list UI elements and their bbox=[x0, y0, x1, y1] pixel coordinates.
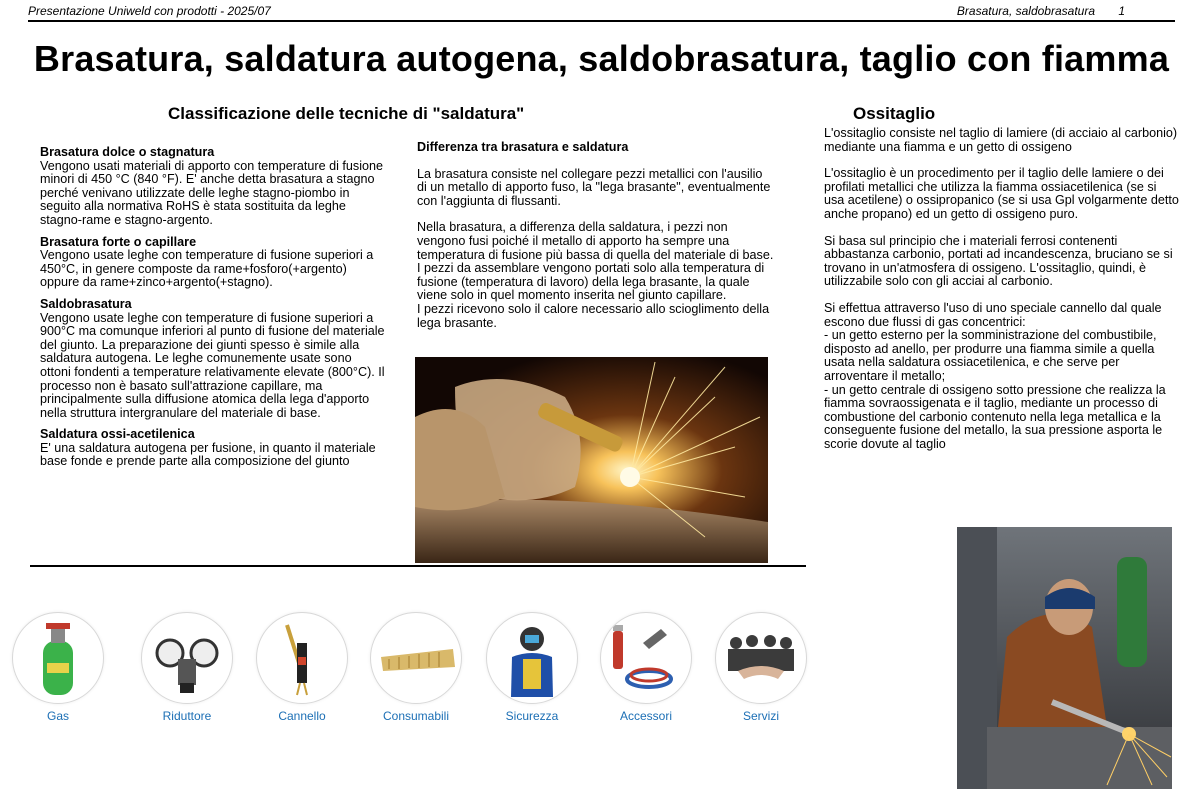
ossitaglio-paragraph: - un getto centrale di ossigeno sotto pressione che realizza la fiamma sovraossigenata e il taglio, mediante un processo di combustione del carbonio contenuto nella lega metallica e la conseguente fusione del metallo, la sua pressione asporta le scorie dovute al taglio bbox=[824, 382, 1166, 451]
product-accessori[interactable] bbox=[600, 612, 692, 723]
brazing-rods-icon[interactable] bbox=[370, 612, 462, 704]
header-right: Brasatura, saldobrasatura bbox=[956, 4, 1095, 18]
safety-gear-icon[interactable] bbox=[486, 612, 578, 704]
differenza-paragraph: Nella brasatura, a differenza della saldatura, i pezzi non vengono fusi poiché il metallo di apporto ha sempre una temperatura di fusione più bassa di quella del materiale di base. I pezzi da assemblare vengono portati solo alla temperatura di fusione (temperatura di lavoro) della lega brasante, la quale viene solo in quel momento inserita nel giunto capillare. bbox=[417, 220, 774, 303]
page-header bbox=[28, 4, 1175, 22]
product-cannello[interactable] bbox=[256, 612, 348, 723]
block-title: Brasatura forte o capillare bbox=[40, 234, 197, 249]
block-text: Vengono usati materiali di apporto con temperature di fusione minori di 450 °C (840 °F). E' anche detta brasatura a stagno perché venivano utilizzate delle leghe stagno-piombo in seguito alla normativa RoHS è stata sostituita da leghe stagno-rame e stagno-argento. bbox=[40, 158, 384, 227]
ossitaglio-paragraph: Si basa sul principio che i materiali ferrosi contenenti abbastanza carbonio, portati ad incandescenza, bruciano se si trovano in un'atmosfera di ossigeno. L'ossitaglio, quindi, è utilizzabile solo con gli acciai al carbonio. bbox=[824, 233, 1173, 289]
block-brasatura-dolce bbox=[40, 146, 385, 228]
classificazione-column bbox=[40, 146, 385, 477]
block-ossi-acetilenica bbox=[40, 428, 385, 469]
section-divider bbox=[30, 565, 806, 567]
handshake-icon[interactable] bbox=[715, 612, 807, 704]
product-gas[interactable] bbox=[12, 612, 104, 723]
ossitaglio-paragraph: - un getto esterno per la somministrazione del combustibile, disposto ad anello, per produrre una fiamma simile a quella usata nella saldatura ossiacetilenica, e che serve per arroventare il metallo; bbox=[824, 328, 1157, 383]
product-label[interactable]: Accessori bbox=[619, 709, 672, 723]
block-brasatura-forte bbox=[40, 236, 385, 290]
page-number: 1 bbox=[1118, 4, 1125, 18]
ossitaglio-paragraph: L'ossitaglio è un procedimento per il taglio delle lamiere o dei profilati metallici che utilizza la fiamma ossiacetilenica (se si usa acetilene) o ossipropanico (se si usa Gpl volgarmente detto anche propano) ed un getto di ossigeno puro. bbox=[824, 166, 1179, 221]
product-servizi[interactable] bbox=[715, 612, 807, 723]
product-label[interactable]: Riduttore bbox=[162, 709, 212, 723]
ossitaglio-column bbox=[824, 127, 1179, 464]
classificazione-heading: Classificazione delle tecniche di "saldatura" bbox=[168, 104, 525, 123]
differenza-paragraph: La brasatura consiste nel collegare pezzi metallici con l'ausilio di un metallo di apporto fuso, la "lega brasante", eventualmente con l'aggiunta di flussanti. bbox=[417, 166, 771, 208]
product-label[interactable]: Sicurezza bbox=[505, 709, 559, 723]
ossitaglio-paragraph: Si effettua attraverso l'uso di uno speciale cannello dal quale escono due flussi di gas concentrici: bbox=[824, 300, 1162, 329]
cutting-worker-photo bbox=[957, 527, 1172, 789]
product-consumabili[interactable] bbox=[370, 612, 462, 723]
product-label[interactable]: Servizi bbox=[742, 709, 779, 723]
block-saldobrasatura bbox=[40, 298, 385, 420]
cutting-worker-image bbox=[957, 527, 1172, 789]
differenza-paragraph: I pezzi ricevono solo il calore necessario allo scioglimento della lega brasante. bbox=[417, 301, 770, 330]
gas-cylinder-icon[interactable] bbox=[12, 612, 104, 704]
product-label[interactable]: Cannello bbox=[278, 709, 326, 723]
brazing-photo bbox=[415, 357, 768, 563]
ossitaglio-heading: Ossitaglio bbox=[853, 104, 936, 123]
differenza-column bbox=[417, 141, 775, 343]
block-title: Saldobrasatura bbox=[40, 296, 132, 311]
block-title: Brasatura dolce o stagnatura bbox=[40, 145, 215, 159]
block-title: Saldatura ossi-acetilenica bbox=[40, 427, 195, 442]
block-text: Vengono usate leghe con temperature di fusione superiori a 900°C ma comunque inferiori al punto di fusione del materiale del giunto. La preparazione dei giunti spesso è simile alla saldatura autogena. Le leghe comunemente usate sono ottoni fondenti a temperature relativamente elevate (800°C). Il processo non è basato sull'attrazione capillare, ma principalmente sulla diffusione atomica della lega d'apporto nella struttura intergranulare del materiale di base. bbox=[40, 310, 385, 420]
block-text: E' una saldatura autogena per fusione, in quanto il materiale base fonde e prende parte alla composizione del giunto bbox=[40, 440, 376, 469]
ossitaglio-paragraph: L'ossitaglio consiste nel taglio di lamiere (di acciaio al carbonio) mediante una fiamma e un getto di ossigeno bbox=[824, 126, 1178, 154]
product-label[interactable]: Consumabili bbox=[382, 709, 450, 723]
differenza-title: Differenza tra brasatura e saldatura bbox=[417, 140, 629, 154]
page-title: Brasatura, saldatura autogena, saldobrasatura, taglio con fiamma bbox=[33, 38, 1170, 79]
header-left: Presentazione Uniweld con prodotti - 2025/07 bbox=[28, 4, 271, 18]
product-riduttore[interactable] bbox=[141, 612, 233, 723]
product-label[interactable]: Gas bbox=[46, 709, 69, 723]
hoses-icon[interactable] bbox=[600, 612, 692, 704]
torch-icon[interactable] bbox=[256, 612, 348, 704]
block-text: Vengono usate leghe con temperature di fusione superiori a 450°C, in genere composte da rame+fosforo(+argento) oppure da rame+zinco+argento(+stagno). bbox=[40, 248, 374, 290]
product-sicurezza[interactable] bbox=[486, 612, 578, 723]
pressure-regulator-icon[interactable] bbox=[141, 612, 233, 704]
brazing-photo-image bbox=[415, 357, 768, 563]
